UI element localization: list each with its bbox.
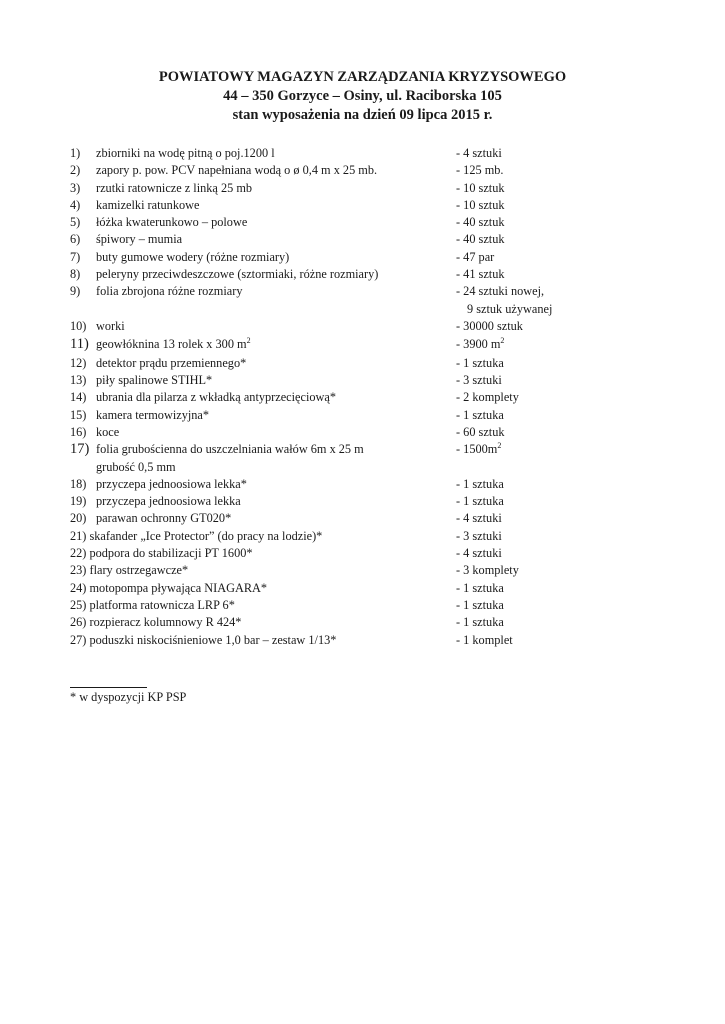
header-date: stan wyposażenia na dzień 09 lipca 2015 r.: [232, 107, 493, 123]
item-quantity: - 1 sztuka: [456, 494, 504, 509]
item-quantity: - 1 sztuka: [456, 355, 504, 370]
list-item: [70, 407, 630, 424]
item-number: 13): [70, 373, 87, 388]
item-name: [70, 545, 253, 562]
item-quantity: [456, 283, 552, 318]
list-item: [70, 145, 630, 162]
item-number: 23): [70, 563, 87, 578]
item-name: przyczepa jednoosiowa lekka: [96, 494, 241, 509]
item-name: buty gumowe wodery (różne rozmiary): [96, 249, 290, 264]
footnote-divider: [70, 687, 147, 688]
item-name: peleryny przeciwdeszczowe (sztormiaki, różne rozmiary): [96, 267, 379, 282]
list-item: [70, 528, 630, 545]
item-number: 18): [70, 476, 87, 491]
item-quantity: - 1 komplet: [456, 632, 513, 647]
item-quantity: - 1 sztuka: [456, 580, 504, 595]
item-name-text: platforma ratownicza LRP 6*: [89, 597, 235, 612]
superscript: 2: [500, 336, 505, 346]
item-name-text: poduszki niskociśnieniowe 1,0 bar – zestaw 1/13*: [89, 632, 337, 647]
item-name: rzutki ratownicze z linką 25 mb: [96, 180, 253, 195]
item-number: 16): [70, 424, 87, 439]
item-name-text: skafander „Ice Protector” (do pracy na lodzie)*: [89, 528, 323, 543]
item-name: worki: [96, 318, 125, 333]
list-item: [70, 441, 630, 476]
item-name: zbiorniki na wodę pitną o poj.1200 l: [96, 146, 275, 160]
item-number: 15): [70, 407, 87, 422]
item-number: 21): [70, 528, 87, 543]
item-name: łóżka kwaterunkowo – polowe: [96, 215, 248, 230]
item-quantity: - 3 sztuki: [456, 373, 502, 388]
item-quantity: - 1 sztuka: [456, 407, 504, 422]
list-item: [70, 580, 630, 597]
item-quantity-new: - 24 sztuki nowej,: [456, 284, 545, 299]
item-name-text: podpora do stabilizacji PT 1600*: [89, 546, 253, 561]
list-item: [70, 372, 630, 389]
item-name: kamizelki ratunkowe: [96, 197, 200, 212]
item-name-text: motopompa pływająca NIAGARA*: [89, 580, 268, 595]
list-item: [70, 231, 630, 248]
item-name: [96, 335, 251, 355]
item-quantity-text: - 3900 m: [456, 337, 501, 352]
item-name: [96, 441, 364, 476]
item-quantity: - 41 sztuk: [456, 267, 505, 282]
list-item: [70, 283, 630, 318]
list-item: [70, 476, 630, 493]
item-quantity: - 3 sztuki: [456, 528, 502, 543]
item-number: 12): [70, 355, 87, 370]
item-number: 25): [70, 597, 87, 612]
item-name: [70, 562, 188, 579]
item-quantity: - 40 sztuk: [456, 215, 505, 230]
list-item: [70, 318, 630, 335]
item-quantity: - 1 sztuka: [456, 615, 504, 630]
item-number: 27): [70, 632, 87, 647]
item-name: [70, 614, 241, 631]
item-name: folia zbrojona różne rozmiary: [96, 284, 243, 299]
list-item: [70, 335, 630, 355]
item-number: 1): [70, 146, 81, 160]
item-quantity-text: - 1500m: [456, 442, 498, 457]
item-number: 7): [70, 249, 81, 264]
item-name: parawan ochronny GT020*: [96, 511, 232, 526]
item-quantity-used: 9 sztuk używanej: [467, 301, 553, 316]
item-number: 14): [70, 390, 87, 405]
item-name: przyczepa jednoosiowa lekka*: [96, 476, 247, 491]
list-item: [70, 249, 630, 266]
item-quantity: - 10 sztuk: [456, 180, 505, 195]
item-name-text: flary ostrzegawcze*: [89, 563, 189, 578]
item-quantity: - 4 sztuki: [456, 146, 502, 160]
item-number: 2): [70, 163, 81, 178]
item-number: 10): [70, 318, 87, 333]
footnote: * w dyspozycji KP PSP: [70, 690, 187, 704]
item-quantity: [456, 335, 504, 355]
list-item: [70, 355, 630, 372]
item-name: detektor prądu przemiennego*: [96, 355, 247, 370]
item-quantity: - 10 sztuk: [456, 197, 505, 212]
header-title: POWIATOWY MAGAZYN ZARZĄDZANIA KRYZYSOWEGO: [158, 69, 567, 85]
item-quantity: - 3 komplety: [456, 563, 519, 578]
item-name: kamera termowizyjna*: [96, 407, 210, 422]
item-number: 8): [70, 267, 81, 282]
item-number: 19): [70, 494, 87, 509]
superscript: 2: [497, 441, 502, 451]
item-quantity: - 47 par: [456, 249, 495, 264]
item-name: [70, 632, 336, 649]
item-number: 17): [70, 441, 90, 458]
list-item: [70, 214, 630, 231]
list-item: [70, 562, 630, 579]
item-name-text: geowłóknina 13 rolek x 300 m: [96, 337, 247, 352]
list-item: [70, 266, 630, 283]
item-name: koce: [96, 424, 120, 439]
document-header: [0, 68, 725, 125]
item-quantity: - 4 sztuki: [456, 546, 502, 561]
list-item: [70, 597, 630, 614]
superscript: 2: [246, 336, 251, 346]
list-item: [70, 545, 630, 562]
item-quantity: - 40 sztuk: [456, 232, 505, 247]
item-quantity: - 30000 sztuk: [456, 318, 523, 333]
item-quantity: [456, 441, 501, 458]
item-quantity: - 60 sztuk: [456, 424, 505, 439]
list-item: [70, 510, 630, 527]
header-address: 44 – 350 Gorzyce – Osiny, ul. Raciborska 105: [223, 88, 502, 104]
item-name-line2: grubość 0,5 mm: [96, 459, 176, 474]
item-name: [70, 597, 235, 614]
item-quantity: - 1 sztuka: [456, 597, 504, 612]
item-number: 4): [70, 197, 81, 212]
item-name-text: rozpieracz kolumnowy R 424*: [89, 615, 242, 630]
item-name: [70, 528, 322, 545]
item-name-line1: folia grubościenna do uszczelniania wałów 6m x 25 m: [96, 442, 364, 457]
item-number: 3): [70, 180, 81, 195]
list-item: [70, 424, 630, 441]
list-item: [70, 493, 630, 510]
list-item: [70, 614, 630, 631]
item-quantity: - 4 sztuki: [456, 511, 502, 526]
item-name: piły spalinowe STIHL*: [96, 373, 213, 388]
item-number: 6): [70, 232, 81, 247]
item-name: ubrania dla pilarza z wkładką antyprzecięciową*: [96, 390, 337, 405]
item-number: 20): [70, 511, 87, 526]
item-quantity: - 125 mb.: [456, 163, 504, 178]
item-number: 11): [70, 336, 89, 353]
item-number: 26): [70, 615, 87, 630]
item-number: 24): [70, 580, 87, 595]
inventory-list: [70, 145, 630, 649]
list-item: [70, 632, 630, 649]
list-item: [70, 180, 630, 197]
item-number: 22): [70, 546, 87, 561]
item-quantity: - 2 komplety: [456, 390, 519, 405]
item-number: 9): [70, 284, 81, 299]
list-item: [70, 162, 630, 179]
list-item: [70, 389, 630, 406]
item-name: śpiwory – mumia: [96, 232, 183, 247]
item-number: 5): [70, 215, 81, 230]
item-quantity: - 1 sztuka: [456, 476, 504, 491]
item-name: [70, 580, 267, 597]
list-item: [70, 197, 630, 214]
item-name: zapory p. pow. PCV napełniana wodą o ø 0,4 m x 25 mb.: [96, 163, 378, 178]
